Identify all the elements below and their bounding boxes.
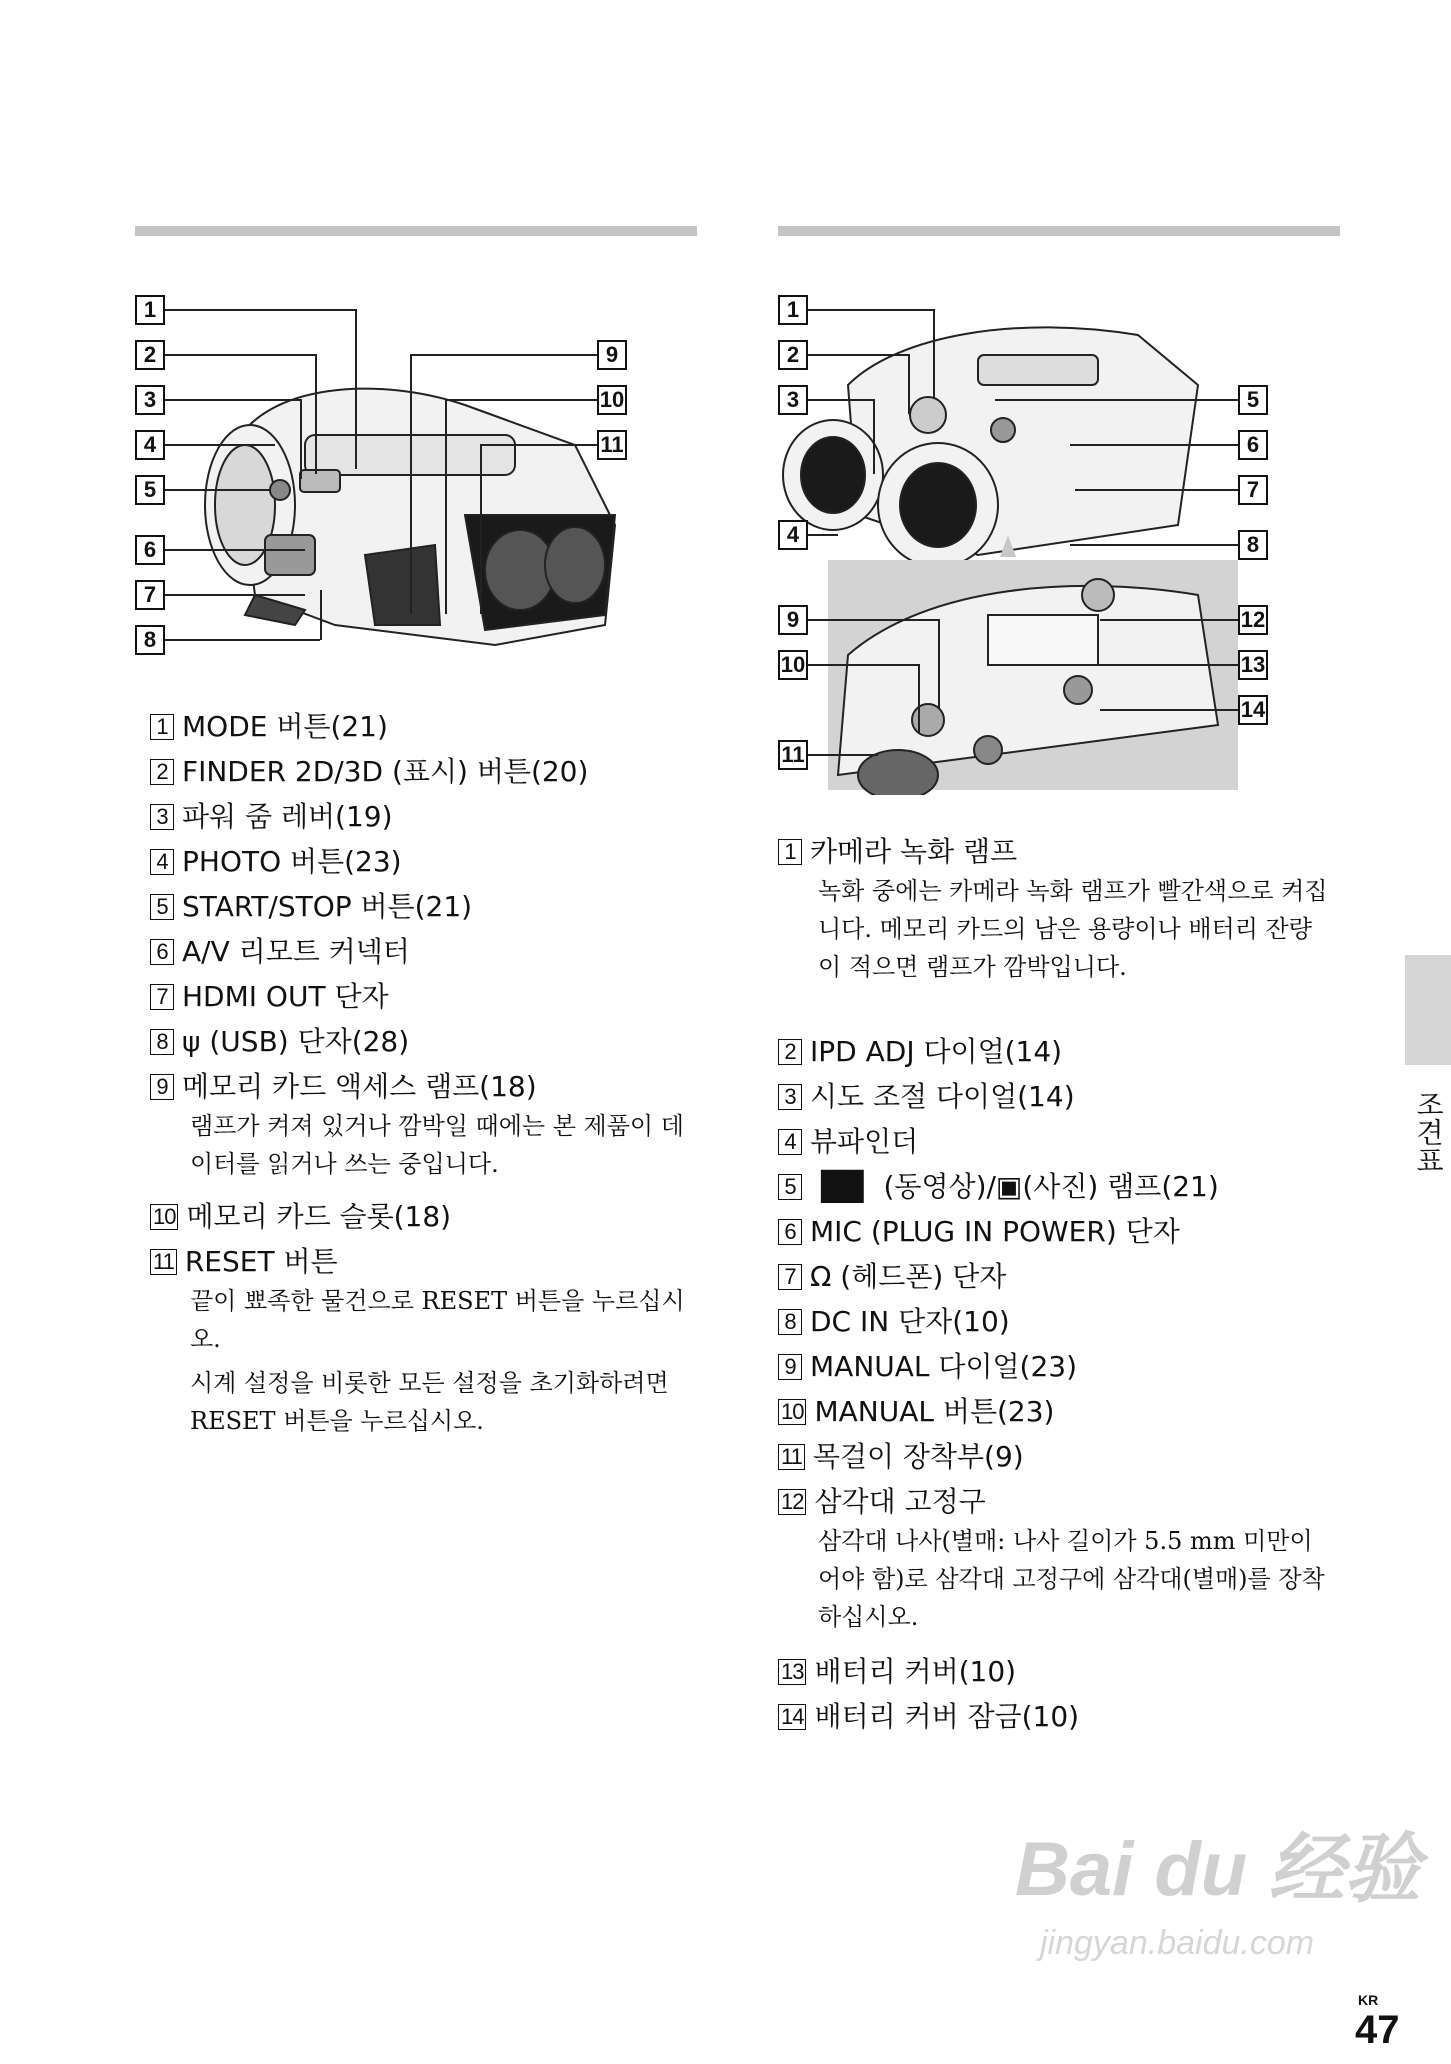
leader-line bbox=[808, 354, 908, 356]
callout-box: 11 bbox=[778, 740, 808, 770]
list-item bbox=[778, 1077, 1328, 1117]
leader-line bbox=[445, 399, 597, 401]
leader-line bbox=[808, 664, 918, 666]
list-item bbox=[778, 1212, 1328, 1252]
leader-line bbox=[445, 399, 447, 614]
item-label: 메모리 카드 슬롯(18) bbox=[186, 1200, 452, 1233]
description-text: 삼각대 나사(별매: 나사 길이가 5.5 mm 미만이어야 함)로 삼각대 고정구에 삼각대(별매)를 장착하십시오. bbox=[818, 1527, 1325, 1631]
item-number: 10 bbox=[778, 1399, 806, 1425]
item-label: HDMI OUT 단자 bbox=[182, 980, 389, 1013]
item-number: 1 bbox=[150, 714, 174, 740]
leader-line bbox=[410, 354, 597, 356]
item-number: 6 bbox=[150, 939, 174, 965]
item-label: IPD ADJ 다이얼(14) bbox=[810, 1035, 1063, 1068]
leader-line bbox=[480, 444, 482, 614]
leader-line bbox=[1030, 664, 1238, 666]
item-label: ▐█▌ (동영상)/▣(사진) 램프(21) bbox=[810, 1170, 1219, 1203]
page-number: 47 bbox=[1355, 2008, 1400, 2052]
leader-line bbox=[165, 594, 305, 596]
item-label: Ω (헤드폰) 단자 bbox=[810, 1260, 1007, 1293]
item-number: 6 bbox=[778, 1219, 802, 1245]
item-label: 배터리 커버 잠금(10) bbox=[814, 1700, 1080, 1733]
list-item bbox=[150, 977, 695, 1017]
list-item bbox=[778, 1347, 1328, 1387]
leader-line bbox=[933, 309, 935, 399]
description-text: 끝이 뾰족한 물건으로 RESET 버튼을 누르십시오. bbox=[190, 1287, 685, 1353]
item-label: 삼각대 고정구 bbox=[814, 1485, 986, 1518]
item-number: 7 bbox=[778, 1264, 802, 1290]
leader-line bbox=[320, 590, 322, 640]
item-number: 3 bbox=[150, 804, 174, 830]
callout-box: 1 bbox=[135, 295, 165, 325]
item-number: 3 bbox=[778, 1084, 802, 1110]
list-item bbox=[778, 1652, 1328, 1692]
callout-box: 5 bbox=[1238, 385, 1268, 415]
leader-line bbox=[165, 549, 305, 551]
item-number: 11 bbox=[150, 1249, 177, 1275]
callout-box: 6 bbox=[135, 535, 165, 565]
description-text: 램프가 켜져 있거나 깜박일 때에는 본 제품이 데이터를 읽거나 쓰는 중입니다. bbox=[190, 1112, 684, 1178]
callout-box: 13 bbox=[1238, 650, 1268, 680]
list-item bbox=[778, 1437, 1328, 1477]
leader-line bbox=[995, 399, 1238, 401]
item-number: 10 bbox=[150, 1204, 178, 1230]
callout-box: 10 bbox=[597, 385, 627, 415]
list-item bbox=[150, 1242, 695, 1446]
callout-box: 9 bbox=[778, 605, 808, 635]
leader-line bbox=[315, 354, 317, 474]
leader-line bbox=[1075, 489, 1238, 491]
leader-line bbox=[355, 309, 357, 469]
section-tab bbox=[1405, 955, 1451, 1065]
description-text: 시계 설정을 비롯한 모든 설정을 초기화하려면 RESET 버튼을 누르십시오. bbox=[190, 1369, 669, 1435]
leader-line bbox=[908, 354, 910, 414]
list-item bbox=[150, 1022, 695, 1062]
page-language-code: KR bbox=[1358, 1992, 1379, 2008]
list-item bbox=[150, 842, 695, 882]
left-camera-figure bbox=[135, 295, 655, 665]
item-description bbox=[818, 1522, 1328, 1636]
camera-front-illustration bbox=[135, 295, 655, 665]
list-item bbox=[778, 1302, 1328, 1342]
item-description bbox=[818, 872, 1328, 986]
item-number: 1 bbox=[778, 839, 802, 865]
list-item bbox=[150, 1197, 695, 1237]
callout-box: 3 bbox=[778, 385, 808, 415]
item-number: 5 bbox=[150, 894, 174, 920]
list-item bbox=[150, 887, 695, 927]
item-label: FINDER 2D/3D (표시) 버튼(20) bbox=[182, 755, 589, 788]
leader-line bbox=[938, 619, 940, 709]
list-item bbox=[778, 1697, 1328, 1737]
leader-line bbox=[918, 664, 920, 734]
list-item bbox=[778, 1167, 1328, 1207]
item-label: 뷰파인더 bbox=[810, 1125, 919, 1158]
list-item bbox=[150, 932, 695, 972]
item-label: START/STOP 버튼(21) bbox=[182, 890, 473, 923]
callout-box: 2 bbox=[135, 340, 165, 370]
item-label: MANUAL 버튼(23) bbox=[814, 1395, 1055, 1428]
item-label: MODE 버튼(21) bbox=[182, 710, 388, 743]
callout-box: 7 bbox=[1238, 475, 1268, 505]
leader-line bbox=[1070, 544, 1238, 546]
callout-box: 14 bbox=[1238, 695, 1268, 725]
leader-line bbox=[165, 399, 300, 401]
leader-line bbox=[808, 309, 933, 311]
item-number: 8 bbox=[778, 1309, 802, 1335]
item-description bbox=[190, 1282, 695, 1440]
item-label: MIC (PLUG IN POWER) 단자 bbox=[810, 1215, 1180, 1248]
list-item bbox=[778, 1392, 1328, 1432]
leader-line bbox=[1100, 619, 1238, 621]
item-description bbox=[190, 1107, 695, 1183]
item-number: 14 bbox=[778, 1704, 806, 1730]
item-number: 2 bbox=[150, 759, 174, 785]
item-label: 카메라 녹화 램프 bbox=[810, 835, 1018, 868]
item-number: 8 bbox=[150, 1029, 174, 1055]
callout-box: 11 bbox=[597, 430, 627, 460]
callout-box: 3 bbox=[135, 385, 165, 415]
list-item bbox=[778, 1032, 1328, 1072]
list-item bbox=[778, 1482, 1328, 1642]
item-number: 4 bbox=[778, 1129, 802, 1155]
list-item bbox=[778, 1122, 1328, 1162]
list-item bbox=[778, 1257, 1328, 1297]
item-label: RESET 버튼 bbox=[184, 1245, 338, 1278]
callout-box: 6 bbox=[1238, 430, 1268, 460]
leader-line bbox=[165, 354, 315, 356]
leader-line bbox=[165, 489, 270, 491]
item-number: 7 bbox=[150, 984, 174, 1010]
leader-line bbox=[1100, 709, 1238, 711]
item-number: 2 bbox=[778, 1039, 802, 1065]
callout-box: 4 bbox=[778, 520, 808, 550]
list-item bbox=[778, 832, 1328, 992]
leader-line bbox=[808, 399, 873, 401]
item-label: 시도 조절 다이얼(14) bbox=[810, 1080, 1075, 1113]
list-item bbox=[150, 707, 695, 747]
callout-box: 8 bbox=[135, 625, 165, 655]
list-item bbox=[150, 1067, 695, 1189]
callout-box: 1 bbox=[778, 295, 808, 325]
description-text: 녹화 중에는 카메라 녹화 램프가 빨간색으로 켜집니다. 메모리 카드의 남은 용량이나 배터리 잔량이 적으면 램프가 깜박입니다. bbox=[818, 877, 1328, 981]
leader-line bbox=[165, 309, 355, 311]
leader-line bbox=[1070, 444, 1238, 446]
right-section-rule bbox=[778, 226, 1340, 236]
leader-line bbox=[873, 399, 875, 474]
callout-box: 7 bbox=[135, 580, 165, 610]
item-label: 메모리 카드 액세스 램프(18) bbox=[182, 1070, 537, 1103]
callout-box: 4 bbox=[135, 430, 165, 460]
baidu-watermark-url: jingyan.baidu.com bbox=[1040, 1924, 1315, 1962]
leader-line bbox=[480, 444, 597, 446]
item-number: 9 bbox=[150, 1074, 174, 1100]
list-item bbox=[150, 752, 695, 792]
item-label: ψ (USB) 단자(28) bbox=[182, 1025, 410, 1058]
leader-line bbox=[300, 399, 302, 479]
callout-box: 2 bbox=[778, 340, 808, 370]
item-number: 5 bbox=[778, 1174, 802, 1200]
item-number: 13 bbox=[778, 1659, 806, 1685]
callout-box: 9 bbox=[597, 340, 627, 370]
leader-line bbox=[165, 444, 275, 446]
baidu-watermark: Bai du 经验 bbox=[1015, 1827, 1421, 1912]
list-item bbox=[150, 797, 695, 837]
item-number: 12 bbox=[778, 1489, 806, 1515]
leader-line bbox=[808, 754, 878, 756]
section-tab-label: 조견표 bbox=[1412, 1090, 1445, 1174]
callout-box: 12 bbox=[1238, 605, 1268, 635]
item-number: 11 bbox=[778, 1444, 805, 1470]
leader-line bbox=[410, 354, 412, 614]
callout-box: 8 bbox=[1238, 530, 1268, 560]
item-label: PHOTO 버튼(23) bbox=[182, 845, 402, 878]
item-label: A/V 리모트 커넥터 bbox=[182, 935, 410, 968]
leader-line bbox=[808, 534, 838, 536]
item-number: 4 bbox=[150, 849, 174, 875]
callout-box: 10 bbox=[778, 650, 808, 680]
item-number: 9 bbox=[778, 1354, 802, 1380]
left-section-rule bbox=[135, 226, 697, 236]
item-label: MANUAL 다이얼(23) bbox=[810, 1350, 1078, 1383]
callout-box: 5 bbox=[135, 475, 165, 505]
item-label: 파워 줌 레버(19) bbox=[182, 800, 393, 833]
item-label: DC IN 단자(10) bbox=[810, 1305, 1010, 1338]
leader-line bbox=[808, 619, 938, 621]
item-label: 배터리 커버(10) bbox=[814, 1655, 1017, 1688]
item-label: 목걸이 장착부(9) bbox=[812, 1440, 1024, 1473]
leader-line bbox=[165, 639, 320, 641]
